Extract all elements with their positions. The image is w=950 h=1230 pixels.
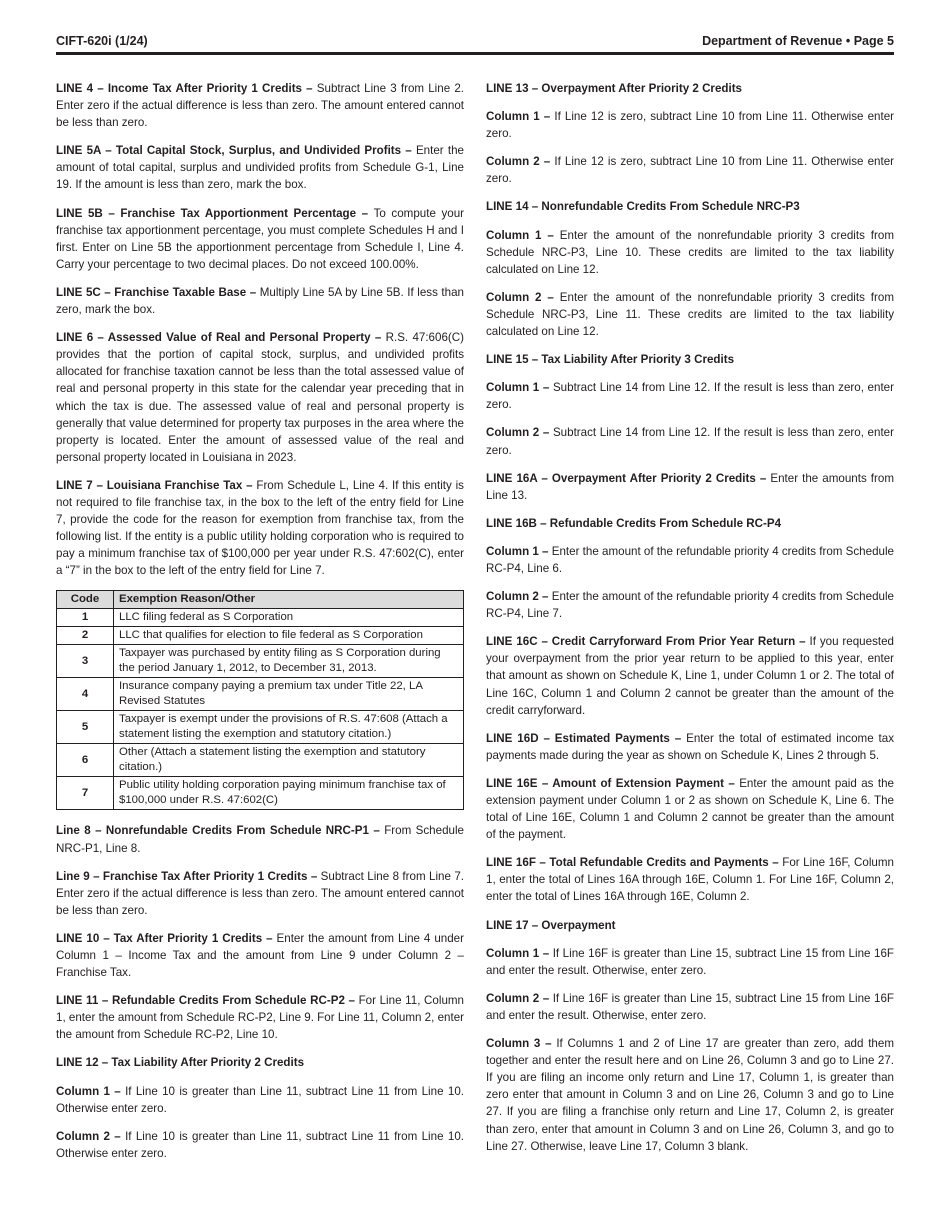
instruction-heading: LINE 16E – Amount of Extension Payment – <box>486 776 740 790</box>
instruction-paragraph <box>486 80 894 97</box>
instruction-text: To compute your franchise tax apportionment percentage, you must complete Schedules H and I first. Enter on Line 5B the apportionment percentage from Schedule I, Line 4. Carry your percentage to two decimal places. Do not exceed 100.00%. <box>56 206 465 271</box>
instruction-text: Enter the amount of the refundable priority 4 credits from Schedule RC-P4, Line 6. <box>486 544 894 575</box>
instruction-text: If Columns 1 and 2 of Line 17 are greater than zero, add them together and enter the result here and on Line 26, Column 3 and go to Line 27. If you are filing an income only return and Line 17, Column 1, is greater than zero enter that amount in Column 3 and on Line 26, Column 3 and go to Line 27. If you are filing a franchise only return and Line 17, Column 2, is greater than zero, enter that amount in Column 3 and on Line 26, Column 3, and go to Line 27. Otherwise, leave Line 17, Column 3 blank. <box>486 1037 894 1153</box>
instruction-heading: Column 1 – <box>56 1084 126 1098</box>
instruction-heading: LINE 10 – Tax After Priority 1 Credits – <box>56 931 277 945</box>
instruction-paragraph <box>486 153 894 187</box>
instruction-paragraph <box>486 227 894 278</box>
instruction-text: Enter the amount of total capital, surplus and undivided profits from Schedule G-1, Line 19. If the amount is less than zero, mark the box. <box>56 144 464 192</box>
instruction-paragraph <box>486 515 894 532</box>
table-row <box>57 645 464 678</box>
instruction-paragraph <box>486 730 894 764</box>
instruction-text: For Line 11, Column 1, enter the amount from Schedule RC-P2, Line 9. For Line 11, Column 2, enter the amount from Schedule RC-P2, Line 10. <box>56 994 464 1042</box>
instruction-heading: LINE 5B – Franchise Tax Apportionment Percentage – <box>56 206 374 220</box>
instruction-paragraph <box>486 470 894 504</box>
instruction-text: Multiply Line 5A by Line 5B. If less than zero, mark the box. <box>56 285 464 317</box>
instruction-paragraph <box>486 588 894 622</box>
exemption-code: 1 <box>57 609 114 627</box>
left-instructions-continued <box>56 822 464 1162</box>
instruction-text: Subtract Line 14 from Line 12. If the result is less than zero, enter zero. <box>486 426 894 457</box>
instruction-paragraph <box>486 351 894 368</box>
instruction-paragraph <box>56 205 464 273</box>
left-column <box>56 80 464 1173</box>
exemption-code: 7 <box>57 777 114 810</box>
instruction-heading: Line 8 – Nonrefundable Credits From Schedule NRC-P1 – <box>56 824 385 838</box>
instruction-heading: LINE 16F – Total Refundable Credits and Payments – <box>486 856 783 870</box>
exemption-code: 6 <box>57 744 114 777</box>
header-rule <box>56 52 894 55</box>
instruction-paragraph <box>486 543 894 577</box>
instruction-paragraph <box>486 108 894 142</box>
instruction-paragraph <box>56 477 464 580</box>
instruction-text: If Line 12 is zero, subtract Line 10 from Line 11. Otherwise enter zero. <box>486 110 895 141</box>
instruction-heading: Line 9 – Franchise Tax After Priority 1 Credits – <box>56 869 321 883</box>
instruction-text: For Line 16F, Column 1, enter the total of Lines 16A through 16E, Column 1. For Line 16F, Column 2, enter the total of Lines 16A through 16E, Column 2. <box>486 856 894 904</box>
reason-header: Exemption Reason/Other <box>114 591 464 609</box>
instruction-paragraph <box>56 868 464 919</box>
instruction-heading: Column 2 – <box>486 290 560 304</box>
instruction-heading: LINE 11 – Refundable Credits From Schedule RC-P2 – <box>56 994 359 1008</box>
exemption-reason: Public utility holding corporation paying minimum franchise tax of $100,000 under R.S. 47:602(C) <box>114 777 464 810</box>
instruction-paragraph <box>56 1083 464 1117</box>
instruction-paragraph <box>486 854 894 905</box>
exemption-code: 5 <box>57 711 114 744</box>
instruction-heading: LINE 5A – Total Capital Stock, Surplus, and Undivided Profits – <box>56 144 416 158</box>
instruction-heading: Column 1 – <box>486 110 555 124</box>
instruction-text: Enter the amount paid as the extension payment under Column 1 or 2 as shown on Schedule K, Line 6. The total of Line 16E, Column 1 and Column 2 cannot be greater than the amount of the payment. <box>486 776 894 842</box>
instruction-paragraph <box>486 289 894 340</box>
instruction-paragraph <box>486 945 894 979</box>
instruction-heading: LINE 6 – Assessed Value of Real and Personal Property – <box>56 331 386 345</box>
instruction-paragraph <box>56 1128 464 1162</box>
table-row <box>57 711 464 744</box>
instruction-heading: LINE 7 – Louisiana Franchise Tax – <box>56 478 257 492</box>
instruction-paragraph <box>56 284 464 318</box>
code-header: Code <box>57 591 114 609</box>
instruction-heading: Column 2 – <box>486 590 552 604</box>
right-instructions <box>486 80 894 1155</box>
instruction-heading: LINE 17 – Overpayment <box>486 918 616 932</box>
instruction-heading: LINE 16C – Credit Carryforward From Prior Year Return – <box>486 635 810 649</box>
exemption-code: 3 <box>57 645 114 678</box>
exemption-reason: LLC filing federal as S Corporation <box>114 609 464 627</box>
instruction-paragraph <box>486 633 894 718</box>
instruction-text: Enter the amount of the nonrefundable priority 3 credits from Schedule NRC-P3, Line 10. These credits are limited to the tax liability calculated on Line 12. <box>486 228 894 276</box>
instruction-text: From Schedule NRC-P1, Line 8. <box>56 824 464 855</box>
form-id: CIFT-620i (1/24) <box>56 34 148 48</box>
instruction-text: If Line 16F is greater than Line 15, subtract Line 15 from Line 16F and enter the result. Otherwise, enter zero. <box>486 991 894 1022</box>
table-row <box>57 777 464 810</box>
instruction-heading: LINE 16D – Estimated Payments – <box>486 731 687 745</box>
instruction-text: Subtract Line 8 from Line 7. Enter zero if the actual difference is less than zero. The amount entered cannot be less than zero. <box>56 869 464 917</box>
instruction-text: If Line 16F is greater than Line 15, subtract Line 15 from Line 16F and enter the result. Otherwise, enter zero. <box>486 946 894 977</box>
instruction-paragraph <box>486 379 894 413</box>
instruction-heading: Column 1 – <box>486 228 560 242</box>
instruction-heading: Column 2 – <box>486 155 555 169</box>
instruction-text: Enter the amount of the refundable priority 4 credits from Schedule RC-P4, Line 7. <box>486 590 894 621</box>
instruction-heading: Column 2 – <box>486 991 553 1005</box>
instruction-paragraph <box>56 992 464 1043</box>
instruction-paragraph <box>56 142 464 193</box>
left-instructions <box>56 80 464 579</box>
instruction-text: Enter the total of estimated income tax payments made during the year as shown on Schedule K, Lines 2 through 5. <box>486 731 894 762</box>
exemption-reason: LLC that qualifies for election to file federal as S Corporation <box>114 627 464 645</box>
exemption-reason: Other (Attach a statement listing the exemption and statutory citation.) <box>114 744 464 777</box>
right-column <box>486 80 894 1166</box>
instruction-heading: Column 2 – <box>486 426 553 440</box>
instruction-heading: LINE 15 – Tax Liability After Priority 3 Credits <box>486 353 735 367</box>
exemption-code-table <box>56 590 464 810</box>
instruction-heading: LINE 13 – Overpayment After Priority 2 Credits <box>486 82 743 95</box>
instruction-paragraph <box>56 329 464 466</box>
instruction-text: R.S. 47:606(C) provides that the portion of capital stock, surplus, and undivided profits allocated for franchise taxation cannot be less than the total assessed value of real and personal property in this state for the calendar year preceding that in which the tax is due. The assessed value of real and personal property is generally that value determined for property tax purposes in the area where the property is located. Enter the amount of assessed value of the real and personal property located in Louisiana in 2023. <box>56 331 464 464</box>
table-row <box>57 744 464 777</box>
exemption-reason: Taxpayer was purchased by entity filing as S Corporation during the period January 1, 2012, to December 31, 2013. <box>114 645 464 678</box>
instruction-heading: Column 1 – <box>486 544 552 558</box>
page-header <box>56 34 894 52</box>
instruction-heading: LINE 4 – Income Tax After Priority 1 Credits – <box>56 82 317 95</box>
instruction-heading: Column 1 – <box>486 381 553 395</box>
instruction-paragraph <box>56 1054 464 1071</box>
instruction-paragraph <box>486 1035 894 1155</box>
instruction-heading: Column 3 – <box>486 1037 557 1051</box>
table-row <box>57 678 464 711</box>
instruction-heading: LINE 16A – Overpayment After Priority 2 Credits – <box>486 471 771 485</box>
instruction-text: If Line 12 is zero, subtract Line 10 from Line 11. Otherwise enter zero. <box>486 155 895 186</box>
instruction-heading: LINE 12 – Tax Liability After Priority 2 Credits <box>56 1056 305 1070</box>
exemption-reason: Insurance company paying a premium tax under Title 22, LA Revised Statutes <box>114 678 464 711</box>
instruction-paragraph <box>486 775 894 843</box>
instruction-text: If you requested your overpayment from the prior year return to be applied to this year, enter that amount as shown on Schedule K, Line 1, under Column 1 or 2. The total of Line 16C, Column 1 and Column 2 cannot be greater than the amount of the credit carryforward. <box>486 635 894 717</box>
instruction-text: Enter the amounts from Line 13. <box>486 471 894 502</box>
instruction-paragraph <box>56 822 464 856</box>
instruction-text: From Schedule L, Line 4. If this entity is not required to file franchise tax, in the box to the left of the entry field for Line 7, provide the code for the reason for exemption from franchise tax, from the following list. If the entity is a public utility holding corporation who is required to pay a minimum franchise tax of $100,000 per year under R.S. 47:602(C), enter a “7” in the box to the left of the entry field for Line 7. <box>56 478 464 578</box>
instruction-text: Enter the amount from Line 4 under Column 1 – Income Tax and the amount from Line 9 under Column 2 – Franchise Tax. <box>56 931 464 980</box>
instruction-paragraph <box>486 424 894 458</box>
instruction-paragraph <box>56 930 464 981</box>
instruction-text: Enter the amount of the nonrefundable priority 3 credits from Schedule NRC-P3, Line 11. These credits are limited to the tax liability calculated on Line 12. <box>486 290 894 339</box>
instruction-text: Subtract Line 14 from Line 12. If the result is less than zero, enter zero. <box>486 381 894 412</box>
instruction-text: If Line 10 is greater than Line 11, subtract Line 11 from Line 10. Otherwise enter zero. <box>56 1084 464 1115</box>
instruction-heading: Column 1 – <box>486 946 553 960</box>
instruction-text: Subtract Line 3 from Line 2. Enter zero if the actual difference is less than zero. The amount entered cannot be less than zero. <box>56 82 464 130</box>
exemption-reason: Taxpayer is exempt under the provisions of R.S. 47:608 (Attach a statement listing the exemption and statutory citation.) <box>114 711 464 744</box>
instruction-paragraph <box>486 198 894 215</box>
instruction-text: If Line 10 is greater than Line 11, subtract Line 11 from Line 10. Otherwise enter zero. <box>56 1129 464 1160</box>
instruction-heading: LINE 16B – Refundable Credits From Schedule RC-P4 <box>486 516 782 530</box>
instruction-heading: Column 2 – <box>56 1129 126 1143</box>
instruction-paragraph <box>486 917 894 934</box>
instruction-heading: LINE 14 – Nonrefundable Credits From Schedule NRC-P3 <box>486 200 800 214</box>
exemption-code: 4 <box>57 678 114 711</box>
instruction-paragraph <box>486 990 894 1024</box>
instruction-paragraph <box>56 80 464 131</box>
instruction-heading: LINE 5C – Franchise Taxable Base – <box>56 285 260 299</box>
exemption-code: 2 <box>57 627 114 645</box>
page-label: Department of Revenue • Page 5 <box>702 34 894 48</box>
table-row <box>57 609 464 627</box>
table-row <box>57 627 464 645</box>
table-header-row <box>57 591 464 609</box>
